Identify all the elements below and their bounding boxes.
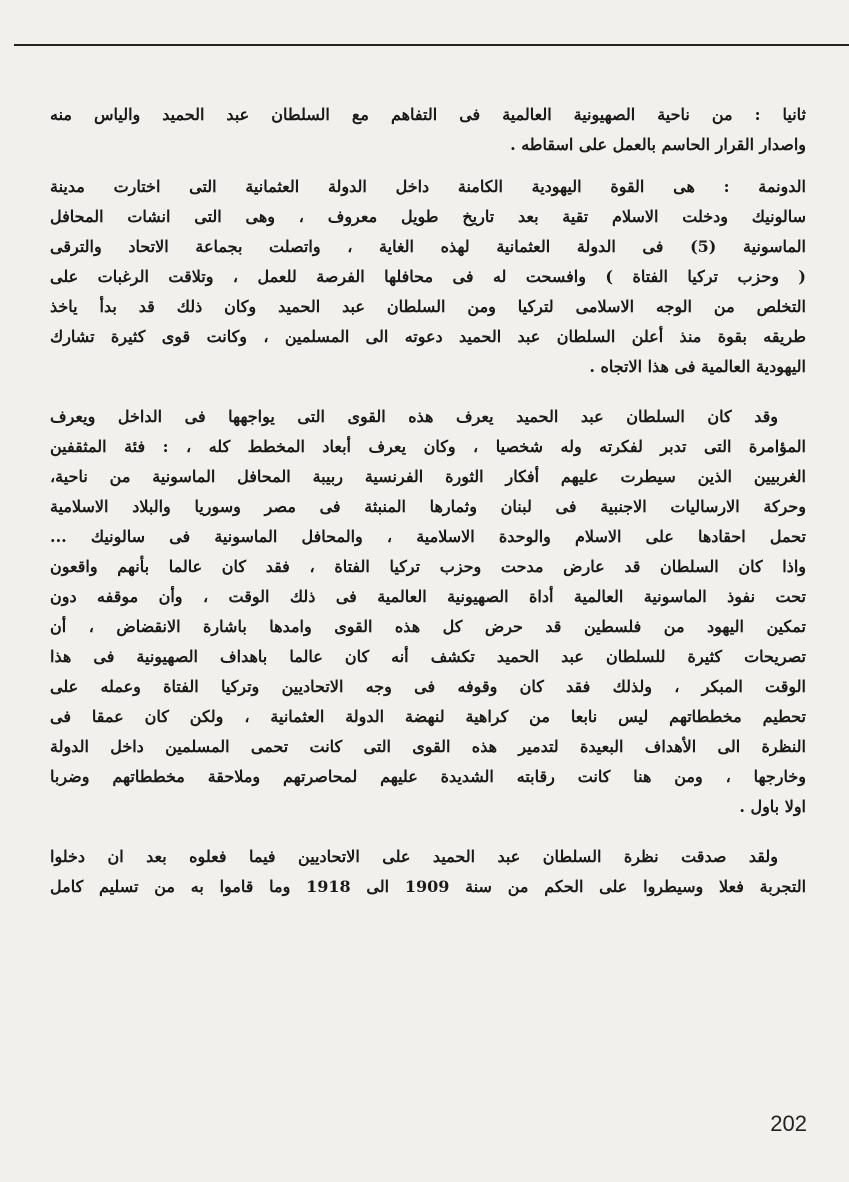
text-line: وخارجها ، ومن هنا كانت رقابته الشديدة عليهم لمحاصرتهم وملاحقة مخططاتهم وضربا: [50, 767, 806, 786]
text-line: اولا باول .: [739, 797, 806, 816]
text-line: المؤامرة التى تدبر لفكرته وله شخصيا ، وكان يعرف أبعاد المخطط كله ، : فئة المثقفين: [50, 437, 806, 456]
paragraph-4: [50, 842, 806, 902]
text-line: اليهودية العالمية فى هذا الاتجاه .: [589, 357, 806, 376]
paragraph-spacer: [50, 822, 806, 842]
text-line: وقد كان السلطان عبد الحميد يعرف هذه القوى التى يواجهها فى الداخل ويعرف: [50, 407, 778, 426]
text-line: تصريحات كثيرة للسلطان عبد الحميد تكشف أنه كان عالما باهداف الصهيونية فى هذا: [50, 647, 806, 666]
text-line: واصدار القرار الحاسم بالعمل على اسقاطه .: [510, 135, 806, 154]
text-line: ثانيا : من ناحية الصهيونية العالمية فى التفاهم مع السلطان عبد الحميد والياس منه: [50, 105, 806, 124]
text-line: الدونمة : هى القوة اليهودية الكامنة داخل الدولة العثمانية التى اختارت مدينة: [50, 177, 806, 196]
text-line: الماسونية (5) فى الدولة العثمانية لهذه الغاية ، واتصلت بجماعة الاتحاد والترقى: [50, 237, 806, 256]
paragraph-1: [50, 100, 806, 160]
text-line: تحمل احقادها على الاسلام والوحدة الاسلامية ، والمحافل الماسونية فى سالونيك ...: [50, 527, 806, 546]
paragraph-2: [50, 172, 806, 382]
text-line: الوقت المبكر ، ولذلك فقد كان وقوفه فى وجه الاتحاديين وتركيا الفتاة وعمله على: [50, 677, 806, 696]
paragraph-spacer: [50, 382, 806, 402]
paragraph-3: [50, 402, 806, 822]
text-line: النظرة الى الأهداف البعيدة لتدمير هذه القوى التى كانت تحمى المسلمين داخل الدولة: [50, 737, 806, 756]
text-line: تحت نفوذ الماسونية العالمية أداة الصهيونية العالمية فى ذلك الوقت ، وأن موقفه دون: [50, 587, 806, 606]
header-rule: [14, 44, 849, 46]
paragraph-spacer: [50, 160, 806, 172]
text-line: واذا كان السلطان قد عارض مدحت وحزب تركيا الفتاة ، فقد كان عالما بأنهم واقعون: [50, 557, 806, 576]
text-line: تمكين اليهود من فلسطين قد حرض كل هذه القوى وامدها باشارة الانقضاض ، أن: [50, 617, 806, 636]
text-line: تحطيم مخططاتهم ليس نابعا من كراهية لنهضة الدولة العثمانية ، ولكن كان عمقا فى: [50, 707, 806, 726]
text-line: ولقد صدقت نظرة السلطان عبد الحميد على الاتحاديين فيما فعلوه بعد ان دخلوا: [50, 847, 778, 866]
text-line: الغربيين الذين سيطرت عليهم أفكار الثورة الفرنسية ربيبة المحافل الماسونية من ناحية،: [50, 467, 806, 486]
body-text: [50, 100, 806, 902]
text-line: ( وحزب تركيا الفتاة ) وافسحت له فى محافلها الفرصة للعمل ، وتلاقت الرغبات على: [50, 267, 806, 286]
page-number: 202: [770, 1111, 807, 1136]
text-line: طريقه بقوة منذ أعلن السلطان عبد الحميد دعوته الى المسلمين ، وكانت قوى كثيرة تشارك: [50, 327, 806, 346]
text-line: سالونيك ودخلت الاسلام تقية بعد تاريخ طويل معروف ، وهى التى انشات المحافل: [50, 207, 806, 226]
text-line: التجربة فعلا وسيطروا على الحكم من سنة 1909 الى 1918 وما قاموا به من تسليم كامل: [50, 877, 806, 896]
text-line: التخلص من الوجه الاسلامى لتركيا ومن السلطان عبد الحميد وكان ذلك قد بدأ ياخذ: [50, 297, 806, 316]
text-line: وحركة الارساليات الاجنبية فى لبنان وثمارها المنبثة فى مصر وسوريا والبلاد الاسلامية: [50, 497, 806, 516]
